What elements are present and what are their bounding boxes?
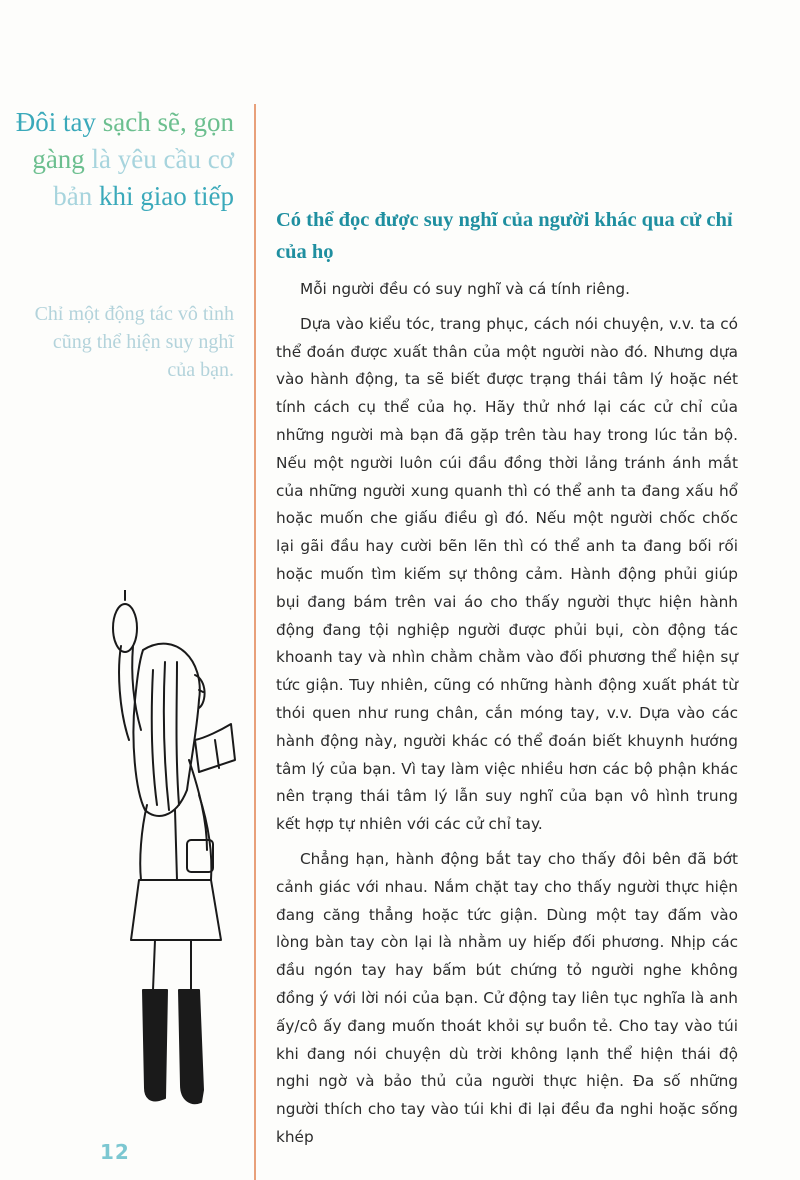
title-part-4: khi giao tiếp <box>99 181 234 211</box>
page-number: 12 <box>100 1140 130 1164</box>
paragraph-3: Chẳng hạn, hành động bắt tay cho thấy đôi bên đã bớt cảnh giác với nhau. Nắm chặt tay cho thấy người thực hiện đang căng thẳng hoặc tức giận. Dùng một tay đấm vào lòng bàn tay còn lại là nhằm uy hiếp đối phương. Nhịp các đầu ngón tay hay bấm bút chứng tỏ người nghe không đồng ý với lời nói của bạn. Cử động tay liên tục nghĩa là anh ấy/cô ấy đang muốn thoát khỏi sự buồn tẻ. Cho tay vào túi khi đang nói chuyện dù trời không lạnh thể hiện thái độ nghi ngờ và bảo thủ của người thực hiện. Đa số những người thích cho tay vào túi khi đi lại đều đa nghi hoặc sống khép <box>276 849 738 1146</box>
sidebar-subtitle: Chỉ một động tác vô tình cũng thể hiện suy nghĩ của bạn. <box>34 303 234 381</box>
article <box>276 204 738 1159</box>
sidebar-title <box>14 104 234 215</box>
title-part-1: Đôi tay <box>15 107 103 137</box>
woman-holding-strap-reading-icon <box>95 590 255 1114</box>
title-part-3: là yêu cầu cơ bản <box>53 144 234 211</box>
section-heading: Có thể đọc được suy nghĩ của người khác qua cử chỉ của họ <box>276 209 733 263</box>
paragraph-2: Dựa vào kiểu tóc, trang phục, cách nói chuyện, v.v. ta có thể đoán được xuất thân của một người nào đó. Nhưng dựa vào hành động, ta sẽ biết được trạng thái tâm lý hoặc nét tính cách cụ thể của họ. Hãy thử nhớ lại các cử chỉ của những người mà bạn đã gặp trên tàu hay trong lúc tản bộ. Nếu một người luôn cúi đầu đồng thời lảng tránh ánh mắt của những người xung quanh thì có thể anh ta đang xấu hổ hoặc muốn che giấu điều gì đó. Nếu một người chốc chốc lại gãi đầu hay cười bẽn lẽn thì có thể anh ta đang bối rối hoặc muốn tìm kiếm sự thông cảm. Hành động phủi giúp bụi đang bám trên vai áo cho thấy người thực hiện hành động đang tội nghiệp người được phủi bụi, còn động tác khoanh tay và nhìn chằm chằm vào đối phương thể hiện sự tức giận. Tuy nhiên, cũng có những hành động xuất phát từ thói quen như rung chân, cắn móng tay, v.v. Dựa vào các hành động này, người khác có thể đoán biết khuynh hướng tâm lý của bạn. Vì tay làm việc nhiều hơn các bộ phận khác nên trạng thái tâm lý lẫn suy nghĩ của bạn vô hình trung kết hợp tự nhiên với các cử chỉ tay. <box>276 314 738 834</box>
title-part-2: sạch sẽ, gọn gàng <box>32 107 234 174</box>
paragraph-1: Mỗi người đều có suy nghĩ và cá tính riêng. <box>300 280 630 298</box>
